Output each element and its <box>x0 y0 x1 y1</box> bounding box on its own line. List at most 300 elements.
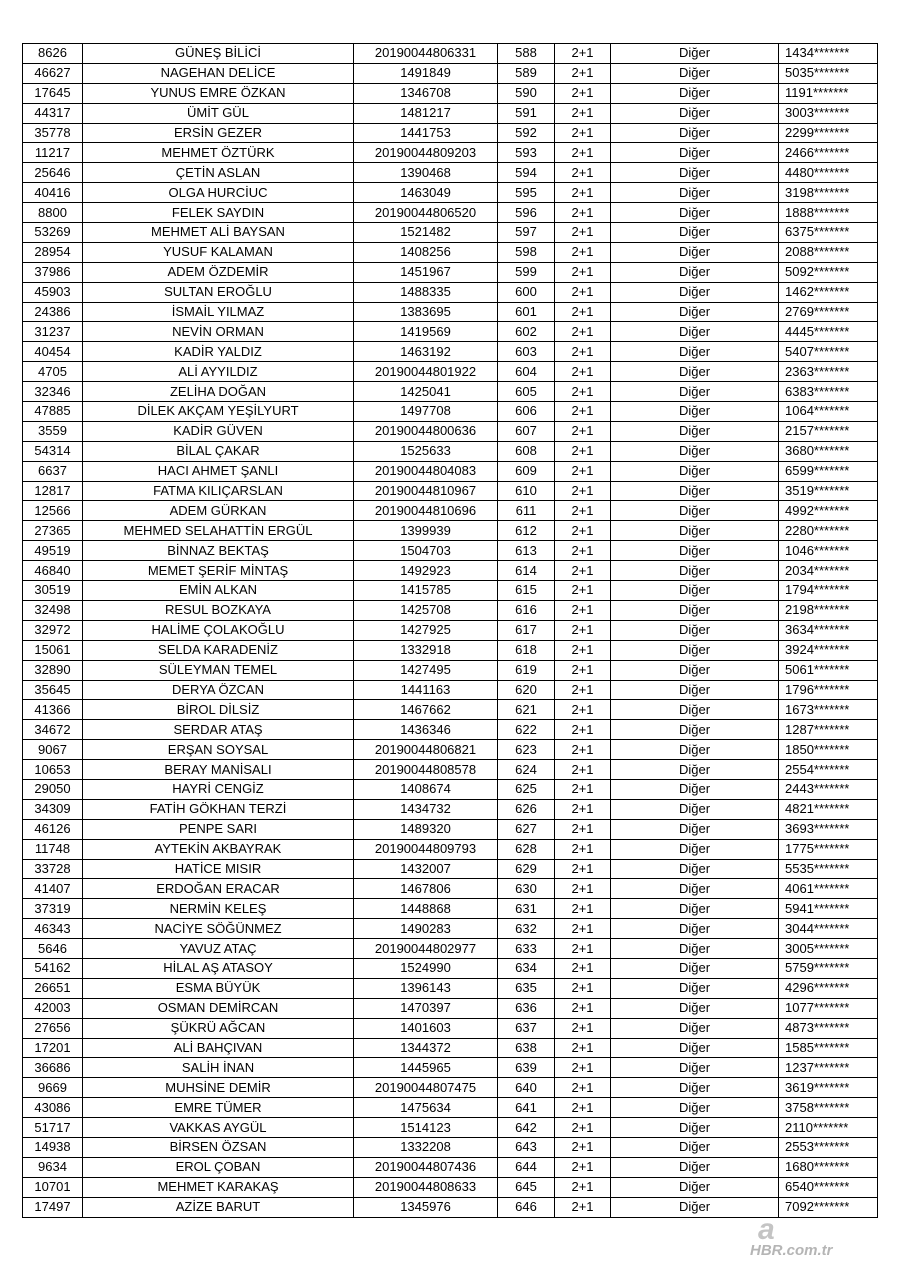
room-type-cell: 2+1 <box>555 760 611 780</box>
table-row <box>23 740 878 760</box>
id-number-cell: 1673******* <box>779 700 878 720</box>
category-cell: Diğer <box>611 342 779 362</box>
reference-no-cell: 20190044809793 <box>354 839 498 859</box>
sira-no-cell: 630 <box>498 879 555 899</box>
sira-no-cell: 604 <box>498 362 555 382</box>
reference-no-cell: 1445965 <box>354 1058 498 1078</box>
basvuru-no-cell: 8626 <box>23 44 83 64</box>
room-type-cell: 2+1 <box>555 879 611 899</box>
sira-no-cell: 615 <box>498 581 555 601</box>
id-number-cell: 4821******* <box>779 799 878 819</box>
id-number-cell: 1077******* <box>779 998 878 1018</box>
id-number-cell: 1064******* <box>779 402 878 422</box>
full-name-cell: İSMAİL YILMAZ <box>83 302 354 322</box>
reference-no-cell: 1463049 <box>354 183 498 203</box>
category-cell: Diğer <box>611 839 779 859</box>
category-cell: Diğer <box>611 1177 779 1197</box>
id-number-cell: 2363******* <box>779 362 878 382</box>
category-cell: Diğer <box>611 262 779 282</box>
table-row <box>23 362 878 382</box>
id-number-cell: 6383******* <box>779 382 878 402</box>
basvuru-no-cell: 25646 <box>23 163 83 183</box>
table-row <box>23 958 878 978</box>
sira-no-cell: 631 <box>498 899 555 919</box>
id-number-cell: 2198******* <box>779 600 878 620</box>
room-type-cell: 2+1 <box>555 939 611 959</box>
category-cell: Diğer <box>611 879 779 899</box>
category-cell: Diğer <box>611 1078 779 1098</box>
reference-no-cell: 20190044810696 <box>354 501 498 521</box>
reference-no-cell: 1346708 <box>354 83 498 103</box>
basvuru-no-cell: 37986 <box>23 262 83 282</box>
full-name-cell: OLGA HURCİUC <box>83 183 354 203</box>
category-cell: Diğer <box>611 203 779 223</box>
sira-no-cell: 628 <box>498 839 555 859</box>
category-cell: Diğer <box>611 402 779 422</box>
full-name-cell: ALİ BAHÇIVAN <box>83 1038 354 1058</box>
sira-no-cell: 634 <box>498 958 555 978</box>
full-name-cell: HACI AHMET ŞANLI <box>83 461 354 481</box>
category-cell: Diğer <box>611 481 779 501</box>
full-name-cell: RESUL BOZKAYA <box>83 600 354 620</box>
category-cell: Diğer <box>611 302 779 322</box>
id-number-cell: 5407******* <box>779 342 878 362</box>
basvuru-no-cell: 11217 <box>23 143 83 163</box>
room-type-cell: 2+1 <box>555 103 611 123</box>
category-cell: Diğer <box>611 501 779 521</box>
full-name-cell: HAYRİ CENGİZ <box>83 779 354 799</box>
reference-no-cell: 1434732 <box>354 799 498 819</box>
reference-no-cell: 1525633 <box>354 441 498 461</box>
sira-no-cell: 598 <box>498 242 555 262</box>
reference-no-cell: 1441163 <box>354 680 498 700</box>
room-type-cell: 2+1 <box>555 859 611 879</box>
id-number-cell: 4061******* <box>779 879 878 899</box>
sira-no-cell: 612 <box>498 521 555 541</box>
room-type-cell: 2+1 <box>555 998 611 1018</box>
room-type-cell: 2+1 <box>555 1018 611 1038</box>
full-name-cell: NACİYE SÖĞÜNMEZ <box>83 919 354 939</box>
room-type-cell: 2+1 <box>555 640 611 660</box>
table-row <box>23 978 878 998</box>
reference-no-cell: 1401603 <box>354 1018 498 1038</box>
table-row <box>23 322 878 342</box>
sira-no-cell: 626 <box>498 799 555 819</box>
table-row <box>23 1038 878 1058</box>
basvuru-no-cell: 37319 <box>23 899 83 919</box>
table-row <box>23 779 878 799</box>
sira-no-cell: 602 <box>498 322 555 342</box>
id-number-cell: 2157******* <box>779 421 878 441</box>
reference-no-cell: 1504703 <box>354 541 498 561</box>
sira-no-cell: 603 <box>498 342 555 362</box>
table-row <box>23 879 878 899</box>
id-number-cell: 2769******* <box>779 302 878 322</box>
room-type-cell: 2+1 <box>555 541 611 561</box>
full-name-cell: MEHMED SELAHATTİN ERGÜL <box>83 521 354 541</box>
id-number-cell: 1434******* <box>779 44 878 64</box>
reference-no-cell: 1425041 <box>354 382 498 402</box>
room-type-cell: 2+1 <box>555 441 611 461</box>
reference-no-cell: 1332208 <box>354 1137 498 1157</box>
full-name-cell: ÜMİT GÜL <box>83 103 354 123</box>
category-cell: Diğer <box>611 1197 779 1217</box>
table-row <box>23 581 878 601</box>
reference-no-cell: 20190044807475 <box>354 1078 498 1098</box>
category-cell: Diğer <box>611 859 779 879</box>
basvuru-no-cell: 45903 <box>23 282 83 302</box>
sira-no-cell: 646 <box>498 1197 555 1217</box>
room-type-cell: 2+1 <box>555 322 611 342</box>
reference-no-cell: 1408674 <box>354 779 498 799</box>
full-name-cell: FELEK SAYDIN <box>83 203 354 223</box>
room-type-cell: 2+1 <box>555 461 611 481</box>
reference-no-cell: 20190044800636 <box>354 421 498 441</box>
room-type-cell: 2+1 <box>555 223 611 243</box>
category-cell: Diğer <box>611 103 779 123</box>
table-row <box>23 799 878 819</box>
table-row <box>23 1137 878 1157</box>
category-cell: Diğer <box>611 461 779 481</box>
full-name-cell: FATİH GÖKHAN TERZİ <box>83 799 354 819</box>
full-name-cell: MEHMET KARAKAŞ <box>83 1177 354 1197</box>
id-number-cell: 3044******* <box>779 919 878 939</box>
table-body <box>23 44 878 1218</box>
id-number-cell: 3003******* <box>779 103 878 123</box>
category-cell: Diğer <box>611 779 779 799</box>
category-cell: Diğer <box>611 640 779 660</box>
reference-no-cell: 1463192 <box>354 342 498 362</box>
table-row <box>23 342 878 362</box>
basvuru-no-cell: 17497 <box>23 1197 83 1217</box>
table-row <box>23 441 878 461</box>
category-cell: Diğer <box>611 1157 779 1177</box>
sira-no-cell: 611 <box>498 501 555 521</box>
table-row <box>23 143 878 163</box>
sira-no-cell: 599 <box>498 262 555 282</box>
basvuru-no-cell: 42003 <box>23 998 83 1018</box>
reference-no-cell: 1390468 <box>354 163 498 183</box>
watermark-text: HBR.com.tr <box>750 1242 833 1259</box>
basvuru-no-cell: 10653 <box>23 760 83 780</box>
category-cell: Diğer <box>611 1038 779 1058</box>
basvuru-no-cell: 41407 <box>23 879 83 899</box>
table-row <box>23 282 878 302</box>
full-name-cell: KADİR YALDIZ <box>83 342 354 362</box>
basvuru-no-cell: 41366 <box>23 700 83 720</box>
full-name-cell: ALİ AYYILDIZ <box>83 362 354 382</box>
room-type-cell: 2+1 <box>555 282 611 302</box>
sira-no-cell: 643 <box>498 1137 555 1157</box>
full-name-cell: NERMİN KELEŞ <box>83 899 354 919</box>
full-name-cell: EMİN ALKAN <box>83 581 354 601</box>
reference-no-cell: 1425708 <box>354 600 498 620</box>
basvuru-no-cell: 46126 <box>23 819 83 839</box>
id-number-cell: 1046******* <box>779 541 878 561</box>
room-type-cell: 2+1 <box>555 382 611 402</box>
reference-no-cell: 1489320 <box>354 819 498 839</box>
id-number-cell: 3693******* <box>779 819 878 839</box>
category-cell: Diğer <box>611 282 779 302</box>
room-type-cell: 2+1 <box>555 899 611 919</box>
sira-no-cell: 627 <box>498 819 555 839</box>
id-number-cell: 1794******* <box>779 581 878 601</box>
table-row <box>23 640 878 660</box>
id-number-cell: 6599******* <box>779 461 878 481</box>
sira-no-cell: 617 <box>498 620 555 640</box>
reference-no-cell: 1344372 <box>354 1038 498 1058</box>
full-name-cell: ADEM ÖZDEMİR <box>83 262 354 282</box>
reference-no-cell: 20190044804083 <box>354 461 498 481</box>
id-number-cell: 2299******* <box>779 123 878 143</box>
reference-no-cell: 20190044806520 <box>354 203 498 223</box>
room-type-cell: 2+1 <box>555 700 611 720</box>
table-row <box>23 620 878 640</box>
reference-no-cell: 1521482 <box>354 223 498 243</box>
category-cell: Diğer <box>611 322 779 342</box>
id-number-cell: 1462******* <box>779 282 878 302</box>
category-cell: Diğer <box>611 740 779 760</box>
id-number-cell: 1585******* <box>779 1038 878 1058</box>
reference-no-cell: 1491849 <box>354 63 498 83</box>
full-name-cell: BİNNAZ BEKTAŞ <box>83 541 354 561</box>
sira-no-cell: 593 <box>498 143 555 163</box>
table-row <box>23 481 878 501</box>
sira-no-cell: 635 <box>498 978 555 998</box>
room-type-cell: 2+1 <box>555 1157 611 1177</box>
basvuru-no-cell: 32346 <box>23 382 83 402</box>
full-name-cell: PENPE SARI <box>83 819 354 839</box>
id-number-cell: 4445******* <box>779 322 878 342</box>
reference-no-cell: 1467662 <box>354 700 498 720</box>
full-name-cell: ERDOĞAN ERACAR <box>83 879 354 899</box>
id-number-cell: 1680******* <box>779 1157 878 1177</box>
reference-no-cell: 1490283 <box>354 919 498 939</box>
table-row <box>23 561 878 581</box>
basvuru-no-cell: 9067 <box>23 740 83 760</box>
id-number-cell: 2034******* <box>779 561 878 581</box>
room-type-cell: 2+1 <box>555 839 611 859</box>
basvuru-no-cell: 35645 <box>23 680 83 700</box>
table-row <box>23 302 878 322</box>
full-name-cell: DİLEK AKÇAM YEŞİLYURT <box>83 402 354 422</box>
reference-no-cell: 1448868 <box>354 899 498 919</box>
id-number-cell: 5092******* <box>779 262 878 282</box>
sira-no-cell: 608 <box>498 441 555 461</box>
room-type-cell: 2+1 <box>555 799 611 819</box>
full-name-cell: KADİR GÜVEN <box>83 421 354 441</box>
full-name-cell: BİLAL ÇAKAR <box>83 441 354 461</box>
category-cell: Diğer <box>611 958 779 978</box>
full-name-cell: SALİH İNAN <box>83 1058 354 1078</box>
reference-no-cell: 1475634 <box>354 1098 498 1118</box>
sira-no-cell: 637 <box>498 1018 555 1038</box>
room-type-cell: 2+1 <box>555 123 611 143</box>
room-type-cell: 2+1 <box>555 680 611 700</box>
category-cell: Diğer <box>611 362 779 382</box>
room-type-cell: 2+1 <box>555 1098 611 1118</box>
id-number-cell: 2443******* <box>779 779 878 799</box>
full-name-cell: ADEM GÜRKAN <box>83 501 354 521</box>
room-type-cell: 2+1 <box>555 660 611 680</box>
full-name-cell: MEHMET ALİ BAYSAN <box>83 223 354 243</box>
reference-no-cell: 20190044810967 <box>354 481 498 501</box>
id-number-cell: 5061******* <box>779 660 878 680</box>
table-row <box>23 760 878 780</box>
basvuru-no-cell: 9634 <box>23 1157 83 1177</box>
basvuru-no-cell: 35778 <box>23 123 83 143</box>
category-cell: Diğer <box>611 143 779 163</box>
basvuru-no-cell: 6637 <box>23 461 83 481</box>
category-cell: Diğer <box>611 44 779 64</box>
reference-no-cell: 1415785 <box>354 581 498 601</box>
full-name-cell: BİRSEN ÖZSAN <box>83 1137 354 1157</box>
id-number-cell: 1888******* <box>779 203 878 223</box>
basvuru-no-cell: 43086 <box>23 1098 83 1118</box>
table-row <box>23 680 878 700</box>
table-row <box>23 1018 878 1038</box>
room-type-cell: 2+1 <box>555 83 611 103</box>
sira-no-cell: 638 <box>498 1038 555 1058</box>
table-row <box>23 103 878 123</box>
id-number-cell: 7092******* <box>779 1197 878 1217</box>
sira-no-cell: 596 <box>498 203 555 223</box>
table-row <box>23 83 878 103</box>
reference-no-cell: 20190044802977 <box>354 939 498 959</box>
sira-no-cell: 589 <box>498 63 555 83</box>
basvuru-no-cell: 54314 <box>23 441 83 461</box>
room-type-cell: 2+1 <box>555 919 611 939</box>
basvuru-no-cell: 51717 <box>23 1118 83 1138</box>
id-number-cell: 1796******* <box>779 680 878 700</box>
full-name-cell: BERAY MANİSALI <box>83 760 354 780</box>
room-type-cell: 2+1 <box>555 481 611 501</box>
category-cell: Diğer <box>611 1058 779 1078</box>
table-row <box>23 183 878 203</box>
category-cell: Diğer <box>611 1018 779 1038</box>
room-type-cell: 2+1 <box>555 421 611 441</box>
room-type-cell: 2+1 <box>555 720 611 740</box>
sira-no-cell: 644 <box>498 1157 555 1177</box>
basvuru-no-cell: 46840 <box>23 561 83 581</box>
room-type-cell: 2+1 <box>555 1078 611 1098</box>
room-type-cell: 2+1 <box>555 958 611 978</box>
category-cell: Diğer <box>611 620 779 640</box>
category-cell: Diğer <box>611 521 779 541</box>
basvuru-no-cell: 26651 <box>23 978 83 998</box>
sira-no-cell: 633 <box>498 939 555 959</box>
basvuru-no-cell: 11748 <box>23 839 83 859</box>
basvuru-no-cell: 32890 <box>23 660 83 680</box>
sira-no-cell: 609 <box>498 461 555 481</box>
category-cell: Diğer <box>611 1098 779 1118</box>
room-type-cell: 2+1 <box>555 978 611 998</box>
reference-no-cell: 1432007 <box>354 859 498 879</box>
sira-no-cell: 605 <box>498 382 555 402</box>
room-type-cell: 2+1 <box>555 1058 611 1078</box>
table-row <box>23 1157 878 1177</box>
id-number-cell: 4480******* <box>779 163 878 183</box>
table-row <box>23 223 878 243</box>
reference-no-cell: 1467806 <box>354 879 498 899</box>
category-cell: Diğer <box>611 819 779 839</box>
table-row <box>23 819 878 839</box>
sira-no-cell: 594 <box>498 163 555 183</box>
basvuru-no-cell: 5646 <box>23 939 83 959</box>
basvuru-no-cell: 53269 <box>23 223 83 243</box>
table-row <box>23 899 878 919</box>
table-row <box>23 1058 878 1078</box>
table-row <box>23 541 878 561</box>
sira-no-cell: 595 <box>498 183 555 203</box>
basvuru-no-cell: 32498 <box>23 600 83 620</box>
sira-no-cell: 597 <box>498 223 555 243</box>
table-row <box>23 859 878 879</box>
sira-no-cell: 614 <box>498 561 555 581</box>
sira-no-cell: 600 <box>498 282 555 302</box>
table-row <box>23 63 878 83</box>
table-row <box>23 123 878 143</box>
sira-no-cell: 588 <box>498 44 555 64</box>
basvuru-no-cell: 33728 <box>23 859 83 879</box>
id-number-cell: 1237******* <box>779 1058 878 1078</box>
sira-no-cell: 601 <box>498 302 555 322</box>
basvuru-no-cell: 34309 <box>23 799 83 819</box>
table-row <box>23 163 878 183</box>
table-row <box>23 660 878 680</box>
reference-no-cell: 20190044807436 <box>354 1157 498 1177</box>
full-name-cell: MUHSİNE DEMİR <box>83 1078 354 1098</box>
table-row <box>23 262 878 282</box>
sira-no-cell: 623 <box>498 740 555 760</box>
basvuru-no-cell: 17645 <box>23 83 83 103</box>
sira-no-cell: 590 <box>498 83 555 103</box>
reference-no-cell: 1470397 <box>354 998 498 1018</box>
reference-no-cell: 20190044806331 <box>354 44 498 64</box>
category-cell: Diğer <box>611 680 779 700</box>
reference-no-cell: 1497708 <box>354 402 498 422</box>
basvuru-no-cell: 12817 <box>23 481 83 501</box>
basvuru-no-cell: 46627 <box>23 63 83 83</box>
room-type-cell: 2+1 <box>555 600 611 620</box>
table-row <box>23 402 878 422</box>
room-type-cell: 2+1 <box>555 740 611 760</box>
reference-no-cell: 1396143 <box>354 978 498 998</box>
reference-no-cell: 20190044809203 <box>354 143 498 163</box>
room-type-cell: 2+1 <box>555 501 611 521</box>
id-number-cell: 3924******* <box>779 640 878 660</box>
table-row <box>23 700 878 720</box>
id-number-cell: 3634******* <box>779 620 878 640</box>
table-row <box>23 600 878 620</box>
table-row <box>23 939 878 959</box>
category-cell: Diğer <box>611 760 779 780</box>
full-name-cell: NAGEHAN DELİCE <box>83 63 354 83</box>
category-cell: Diğer <box>611 63 779 83</box>
full-name-cell: ERSİN GEZER <box>83 123 354 143</box>
id-number-cell: 5759******* <box>779 958 878 978</box>
full-name-cell: BİROL DİLSİZ <box>83 700 354 720</box>
basvuru-no-cell: 44317 <box>23 103 83 123</box>
category-cell: Diğer <box>611 899 779 919</box>
full-name-cell: SELDA KARADENİZ <box>83 640 354 660</box>
sira-no-cell: 618 <box>498 640 555 660</box>
category-cell: Diğer <box>611 1137 779 1157</box>
basvuru-no-cell: 27365 <box>23 521 83 541</box>
table-row <box>23 421 878 441</box>
basvuru-no-cell: 14938 <box>23 1137 83 1157</box>
category-cell: Diğer <box>611 919 779 939</box>
